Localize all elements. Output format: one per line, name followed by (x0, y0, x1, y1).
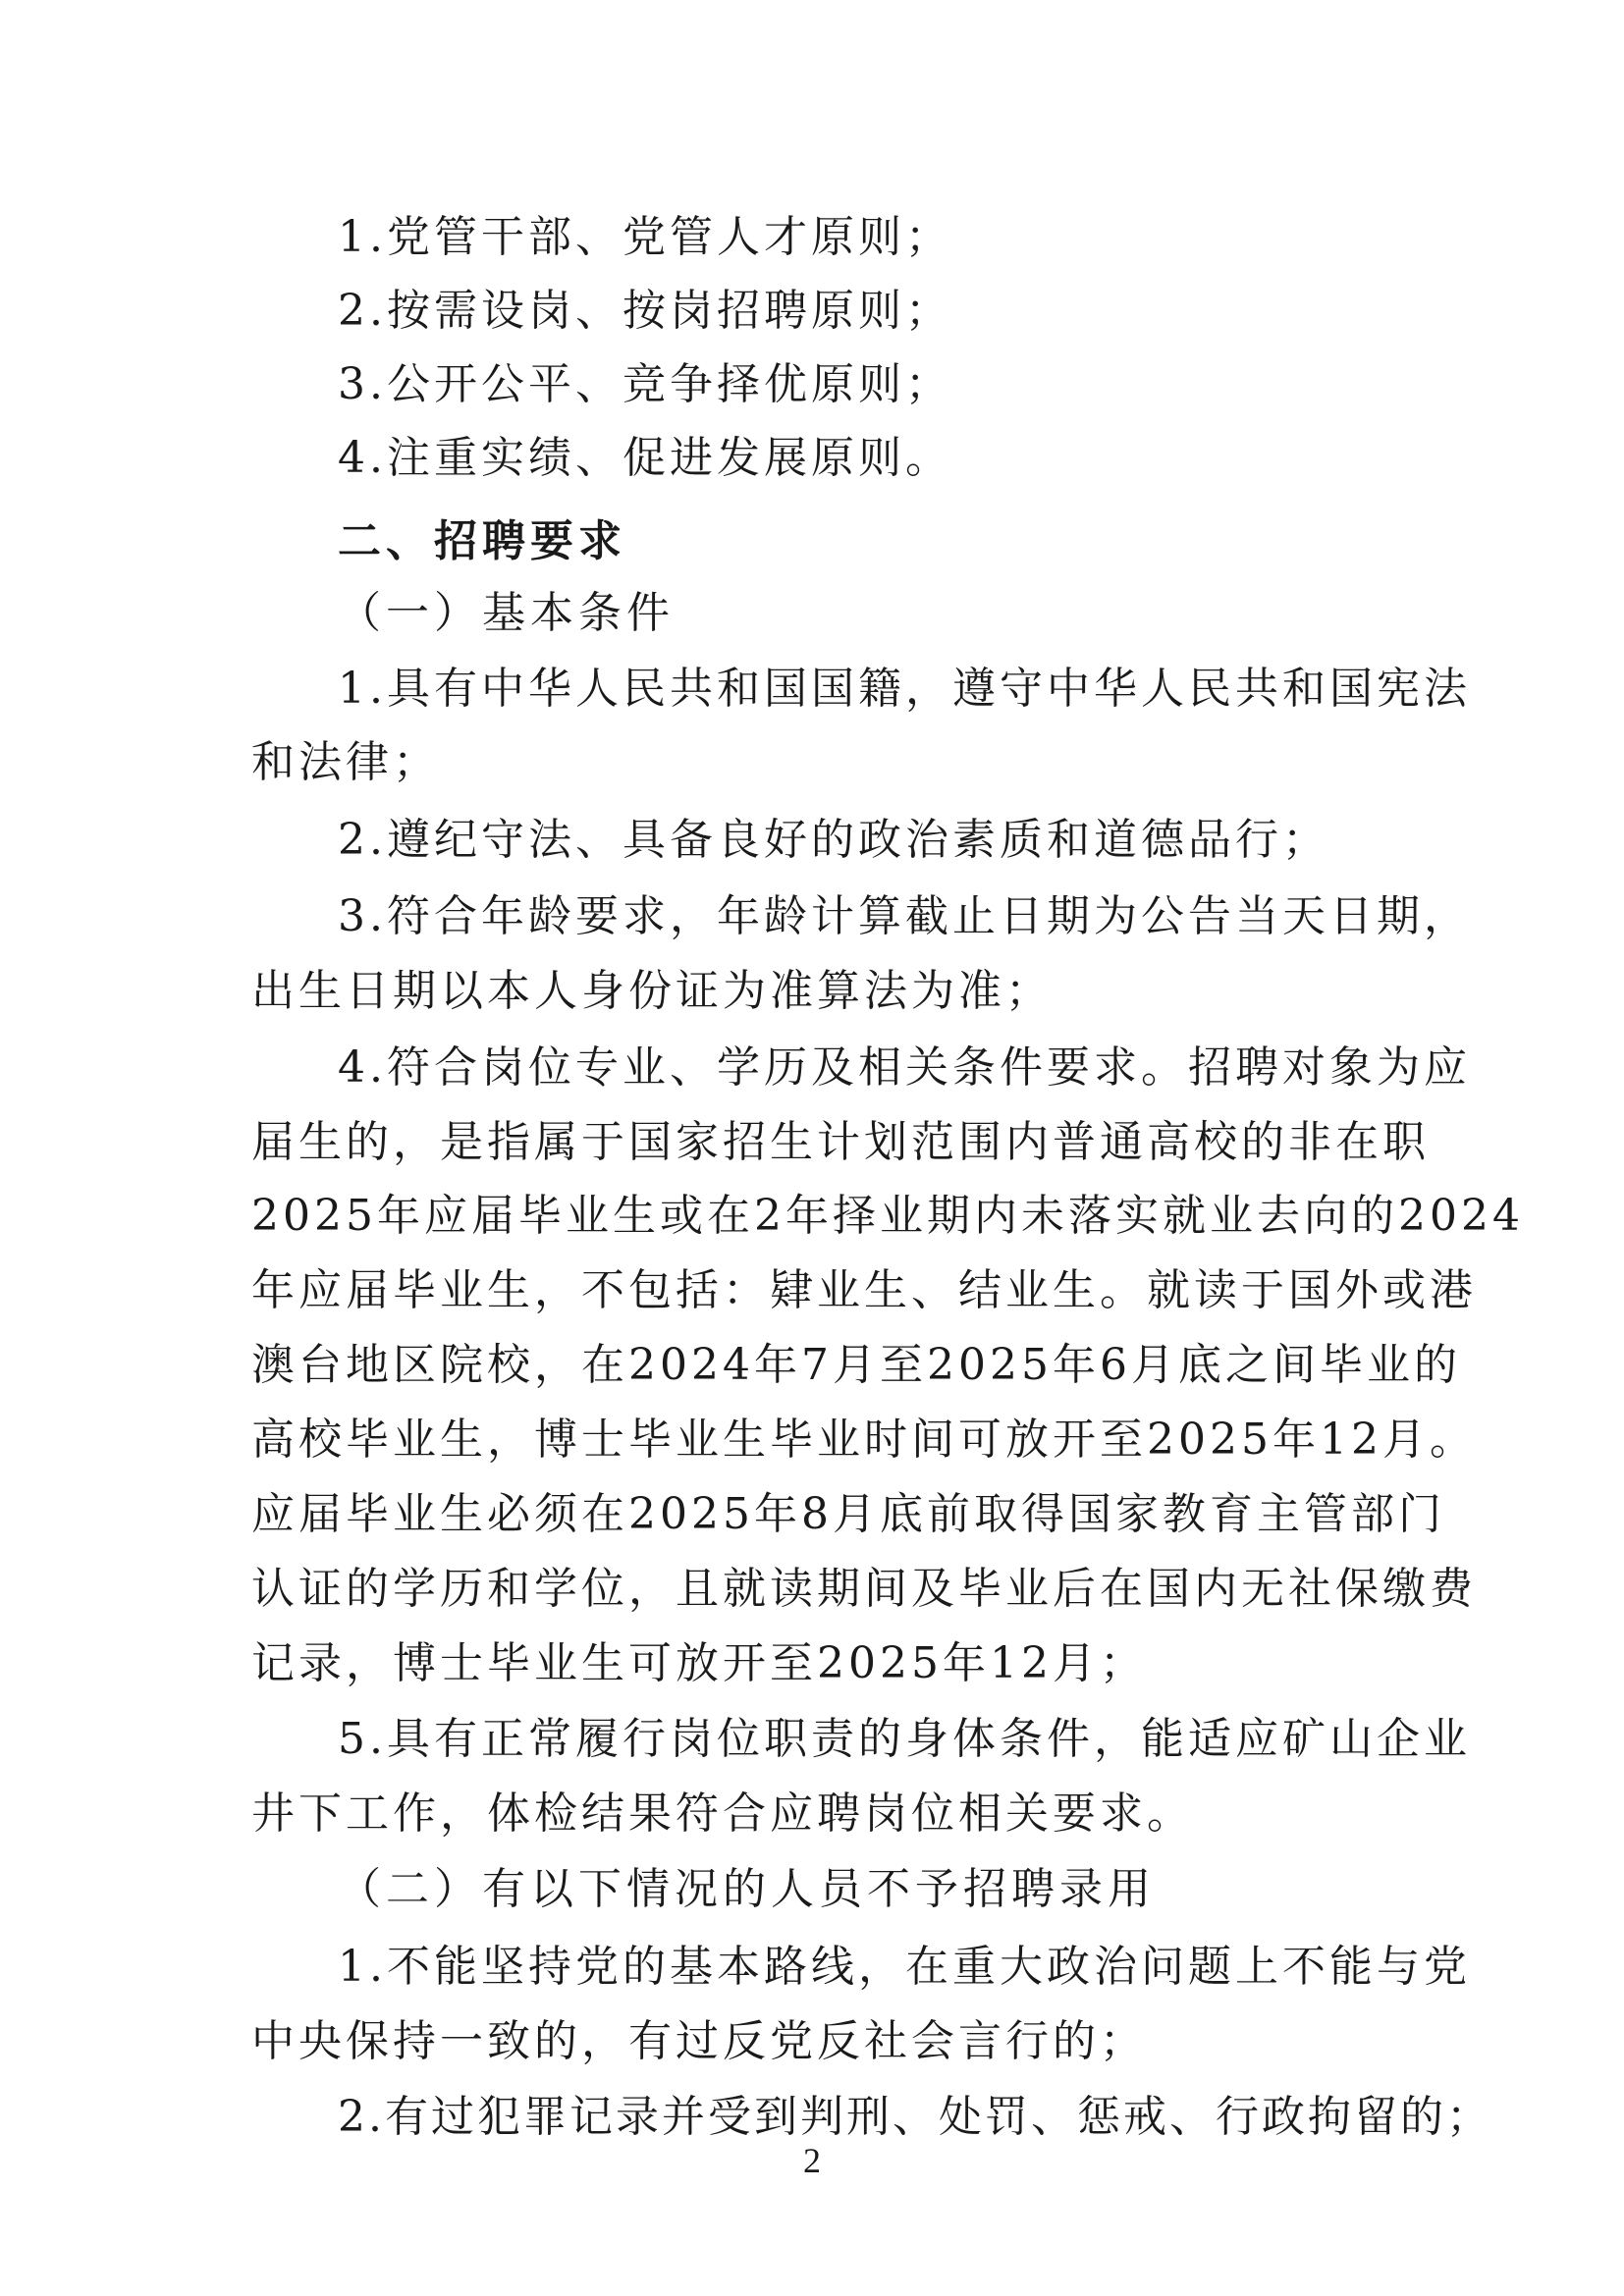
section-heading: 二、招聘要求 (338, 516, 626, 566)
paragraph-line: 应届毕业生必须在2025年8月底前取得国家教育主管部门 (251, 1489, 1445, 1539)
principle-item: 1.党管干部、党管人才原则； (338, 212, 952, 262)
paragraph-line: 5.具有正常履行岗位职责的身体条件，能适应矿山企业 (338, 1714, 1471, 1764)
paragraph-line: 认证的学历和学位，且就读期间及毕业后在国内无社保缴费 (251, 1564, 1477, 1614)
paragraph-line: 高校毕业生，博士毕业生毕业时间可放开至2025年12月。 (251, 1415, 1477, 1465)
paragraph-line: 1.具有中华人民共和国国籍，遵守中华人民共和国宪法 (338, 664, 1471, 714)
principle-item: 2.按需设岗、按岗招聘原则； (338, 286, 952, 336)
paragraph-line: 2025年应届毕业生或在2年择业期内未落实就业去向的2024 (251, 1191, 1524, 1241)
paragraph-line: 届生的，是指属于国家招生计划范围内普通高校的非在职 (251, 1117, 1430, 1167)
paragraph-line: 井下工作，体检结果符合应聘岗位相关要求。 (251, 1789, 1194, 1839)
paragraph-line: 4.符合岗位专业、学历及相关条件要求。招聘对象为应 (338, 1042, 1471, 1093)
paragraph-line: 中央保持一致的，有过反党反社会言行的； (251, 2016, 1147, 2066)
paragraph-line: 3.符合年龄要求，年龄计算截止日期为公告当天日期， (338, 891, 1471, 941)
principle-item: 4.注重实绩、促进发展原则。 (338, 433, 952, 483)
paragraph-line: 年应届毕业生，不包括：肄业生、结业生。就读于国外或港 (251, 1265, 1477, 1315)
paragraph-line: 和法律； (251, 737, 440, 787)
principle-item: 3.公开公平、竞争择优原则； (338, 359, 952, 409)
paragraph-line: 记录，博士毕业生可放开至2025年12月； (251, 1638, 1147, 1688)
paragraph-line: 2.遵纪守法、具备良好的政治素质和道德品行； (338, 815, 1329, 865)
page-number: 2 (803, 2141, 821, 2180)
paragraph-line: 出生日期以本人身份证为准算法为准； (251, 966, 1053, 1016)
paragraph-line: 澳台地区院校，在2024年7月至2025年6月底之间毕业的 (251, 1340, 1461, 1390)
subsection-heading: （一）基本条件 (338, 588, 675, 638)
paragraph-line: 2.有过犯罪记录并受到判刑、处罚、惩戒、行政拘留的； (338, 2092, 1492, 2142)
subsection-heading: （二）有以下情况的人员不予招聘录用 (338, 1864, 1156, 1914)
paragraph-line: 1.不能坚持党的基本路线，在重大政治问题上不能与党 (338, 1942, 1471, 1992)
